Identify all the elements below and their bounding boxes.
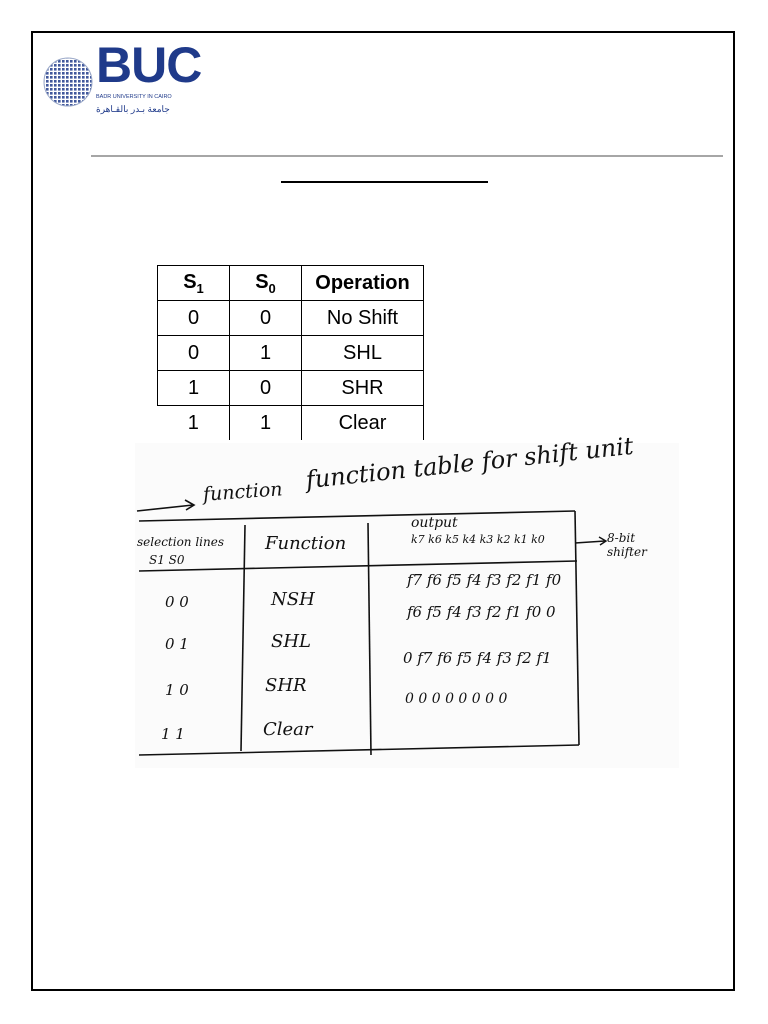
university-logo xyxy=(42,37,202,124)
header-divider xyxy=(91,155,723,157)
cell-s1: 1 xyxy=(158,371,230,406)
table-row xyxy=(158,406,424,441)
cell-s0: 0 xyxy=(230,301,302,336)
cell-s1: 0 xyxy=(158,336,230,371)
row-sel: 1 1 xyxy=(161,725,185,743)
arrow-label: function xyxy=(202,478,284,506)
row-out: f6 f5 f4 f3 f2 f1 f0 0 xyxy=(407,603,556,621)
shift-operation-table xyxy=(157,265,424,440)
globe-icon xyxy=(42,44,94,122)
row-sel: 1 0 xyxy=(165,681,189,699)
row-out: 0 0 0 0 0 0 0 0 xyxy=(405,691,508,707)
row-func: Clear xyxy=(263,719,313,740)
col-selection-sub: S1 S0 xyxy=(149,553,185,567)
cell-s0: 0 xyxy=(230,371,302,406)
table-row xyxy=(158,371,424,406)
row-sel: 0 1 xyxy=(165,635,189,653)
row-sel: 0 0 xyxy=(165,593,189,611)
handwritten-notes xyxy=(135,431,679,768)
row-func: NSH xyxy=(271,589,315,610)
header-s0: $S_0$ xyxy=(230,266,302,301)
row-func: SHR xyxy=(265,675,307,696)
header-s1-sub: 1 xyxy=(196,280,204,296)
row-func: SHL xyxy=(271,631,311,652)
cell-operation: No Shift xyxy=(302,301,424,336)
handwritten-title: function table for shift unit xyxy=(304,431,635,495)
col-selection-label: selection lines xyxy=(137,535,225,549)
table-header-row xyxy=(158,266,424,301)
row-out: 0 f7 f6 f5 f4 f3 f2 f1 xyxy=(403,649,552,667)
logo-wordmark: BUC xyxy=(96,37,202,93)
header-operation: Operation xyxy=(302,266,424,301)
cell-operation: Clear xyxy=(302,406,424,441)
cell-operation: SHL xyxy=(302,336,424,371)
logo-arabic-text: جامعة بـدر بالقـاهرة xyxy=(96,104,170,114)
logo-english-text: BADR UNIVERSITY IN CAIRO xyxy=(96,94,172,100)
row-out: f7 f6 f5 f4 f3 f2 f1 f0 xyxy=(407,571,562,589)
col-function-label: Function xyxy=(265,533,347,554)
cell-s0: 1 xyxy=(230,406,302,441)
cell-operation: SHR xyxy=(302,371,424,406)
cell-s1: 1 xyxy=(158,406,230,441)
col-output-sub: k7 k6 k5 k4 k3 k2 k1 k0 xyxy=(411,533,545,546)
cell-s1: 0 xyxy=(158,301,230,336)
table-row xyxy=(158,301,424,336)
title-underline xyxy=(281,181,488,183)
side-note: 8-bit shifter xyxy=(607,531,647,559)
cell-s0: 1 xyxy=(230,336,302,371)
table-row xyxy=(158,336,424,371)
header-s1: $S_1$ xyxy=(158,266,230,301)
col-output-label: output xyxy=(411,515,458,531)
header-s0-sub: 0 xyxy=(268,280,276,296)
